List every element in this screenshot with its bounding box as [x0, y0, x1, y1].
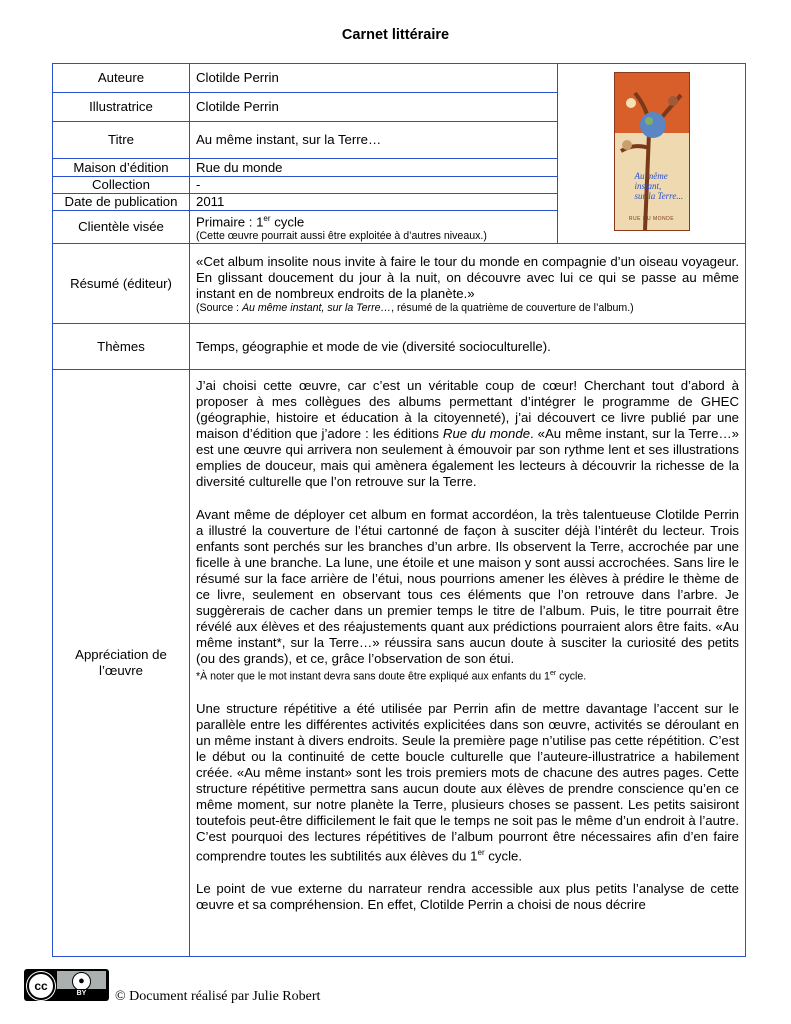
cover-publisher: RUE DU MONDE — [628, 216, 675, 223]
row-appreciation — [53, 370, 746, 957]
resume-text: «Cet album insolite nous invite à faire le tour du monde en compagnie d’un oiseau voyageur. En glissant doucement du jour à la nuit, on découvre avec lui ce qui se passe au même instant en de nombreux endroits de la planète.» — [196, 253, 739, 301]
appreciation-paragraph-3: Une structure répétitive a été utilisée par Perrin afin de mettre davantage l’accent sur le parallèle entre les différentes activités explicitées dans son œuvre, activités se déroulant en un même instant à divers endroits. Seule la première page n’utilise pas cette répétition. C’est le début ou la continuité de cette boucle culturelle que l’auteure-illustratrice a habilement créée. «Au même instant» sont les trois premiers mots de chacune des autres pages. Cette structure répétitive permettra sans aucun doute aux élèves de prendre conscience qu’en ce même moment, sur notre planète la Terre, plusieurs choses se passent. Les petits saisiront toutefois peut-être difficilement le fait que le temps ne soit pas le même d’un endroit à l’autre. C’est pourquoi des lectures répétitives de l’album pourront être nécessaires afin d’en faire comprendre toutes les subtilités aux élèves du 1er cycle. — [196, 700, 739, 864]
label-illustratrice: Illustratrice — [53, 93, 190, 122]
cc-icon: cc — [27, 972, 55, 1000]
value-maison: Rue du monde — [190, 159, 558, 177]
row-auteure — [53, 64, 746, 93]
cc-by-icon — [24, 969, 109, 1001]
cover-illustration — [615, 73, 689, 230]
clientele-note: (Cette œuvre pourrait aussi être exploitée à d’autres niveaux.) — [196, 230, 487, 243]
cover-cell — [558, 64, 746, 244]
label-appreciation: Appréciation de l’œuvre — [53, 370, 190, 957]
page-title: Carnet littéraire — [341, 27, 450, 43]
value-themes: Temps, géographie et mode de vie (diversité socioculturelle). — [190, 324, 746, 370]
by-label: BY — [57, 989, 106, 999]
label-resume: Résumé (éditeur) — [53, 244, 190, 324]
value-titre: Au même instant, sur la Terre… — [190, 122, 558, 159]
value-resume — [190, 244, 746, 324]
label-clientele: Clientèle visée — [53, 211, 190, 244]
value-date: 2011 — [190, 194, 558, 211]
value-appreciation — [190, 370, 746, 957]
literary-sheet-table — [52, 63, 746, 957]
book-cover-image — [614, 72, 690, 231]
value-illustratrice: Clotilde Perrin — [190, 93, 558, 122]
cover-title: Au même instant, sur la Terre... — [634, 171, 684, 202]
appreciation-paragraph-1: J’ai choisi cette œuvre, car c’est un véritable coup de cœur! Cherchant tout d’abord à proposer à mes collègues des albums permettant d’intégrer le programme de GHEC (géographie, histoire et éducation à la citoyenneté), j’ai découvert ce livre publié par une maison d’édition que j’adore : les éditions Rue du monde. «Au même instant, sur la Terre…» est une œuvre qui arrivera non seulement à émouvoir par son rythme lent et ses illustrations emplies de douceur, mais qui amènera également les lecteurs à découvrir la richesse de la diversité culturelle que l’on retrouve sur la Terre. — [196, 378, 739, 490]
resume-source: (Source : Au même instant, sur la Terre…, résumé de la quatrième de couverture de l’album.) — [196, 301, 634, 314]
row-themes — [53, 324, 746, 370]
footer-credit: © Document réalisé par Julie Robert — [115, 989, 321, 1004]
appreciation-paragraph-4: Le point de vue externe du narrateur rendra accessible aux plus petits l’analyse de cette œuvre et sa compréhension. En effet, Clotilde Perrin a choisi de nous décrire — [196, 881, 739, 913]
footer — [24, 969, 744, 1004]
label-titre: Titre — [53, 122, 190, 159]
label-maison: Maison d’édition — [53, 159, 190, 177]
value-clientele — [190, 211, 558, 244]
row-resume — [53, 244, 746, 324]
appreciation-paragraph-2: Avant même de déployer cet album en format accordéon, la très talentueuse Clotilde Perrin a illustré la couverture de l’étui cartonné de façon à susciter déjà l’intérêt du lecteur. Trois enfants sont perchés sur les branches d’un arbre. Ils observent la Terre, accrochée par une ficelle à une branche. La lune, une étoile et une maison y sont aussi accrochées. Sans lire le résumé sur la face arrière de l’étui, nous pourrions amener les élèves à prédire le thème de ce livre, seulement en observant tous ces éléments que l’on retrouve dans l’arbre. Je suggèrerais de cacher dans un premier temps le titre de l’album. Puis, le titre pourrait être révélé aux élèves et des réajustements quant aux prédictions pourraient alors être faits. «Au même instant*, sur la Terre…» réussira sans aucun doute à susciter la curiosité des petits (ou des grands), et ce, grâce l’observation de son étui. — [196, 507, 739, 667]
appreciation-note: *À noter que le mot instant devra sans doute être expliqué aux enfants du 1er cycle. — [196, 670, 587, 683]
clientele-level: Primaire : 1er cycle — [196, 214, 305, 230]
value-auteure: Clotilde Perrin — [190, 64, 558, 93]
label-auteure: Auteure — [53, 64, 190, 93]
attribution-person-icon: ● — [72, 972, 91, 991]
label-collection: Collection — [53, 177, 190, 194]
value-collection: - — [190, 177, 558, 194]
label-date: Date de publication — [53, 194, 190, 211]
label-themes: Thèmes — [53, 324, 190, 370]
